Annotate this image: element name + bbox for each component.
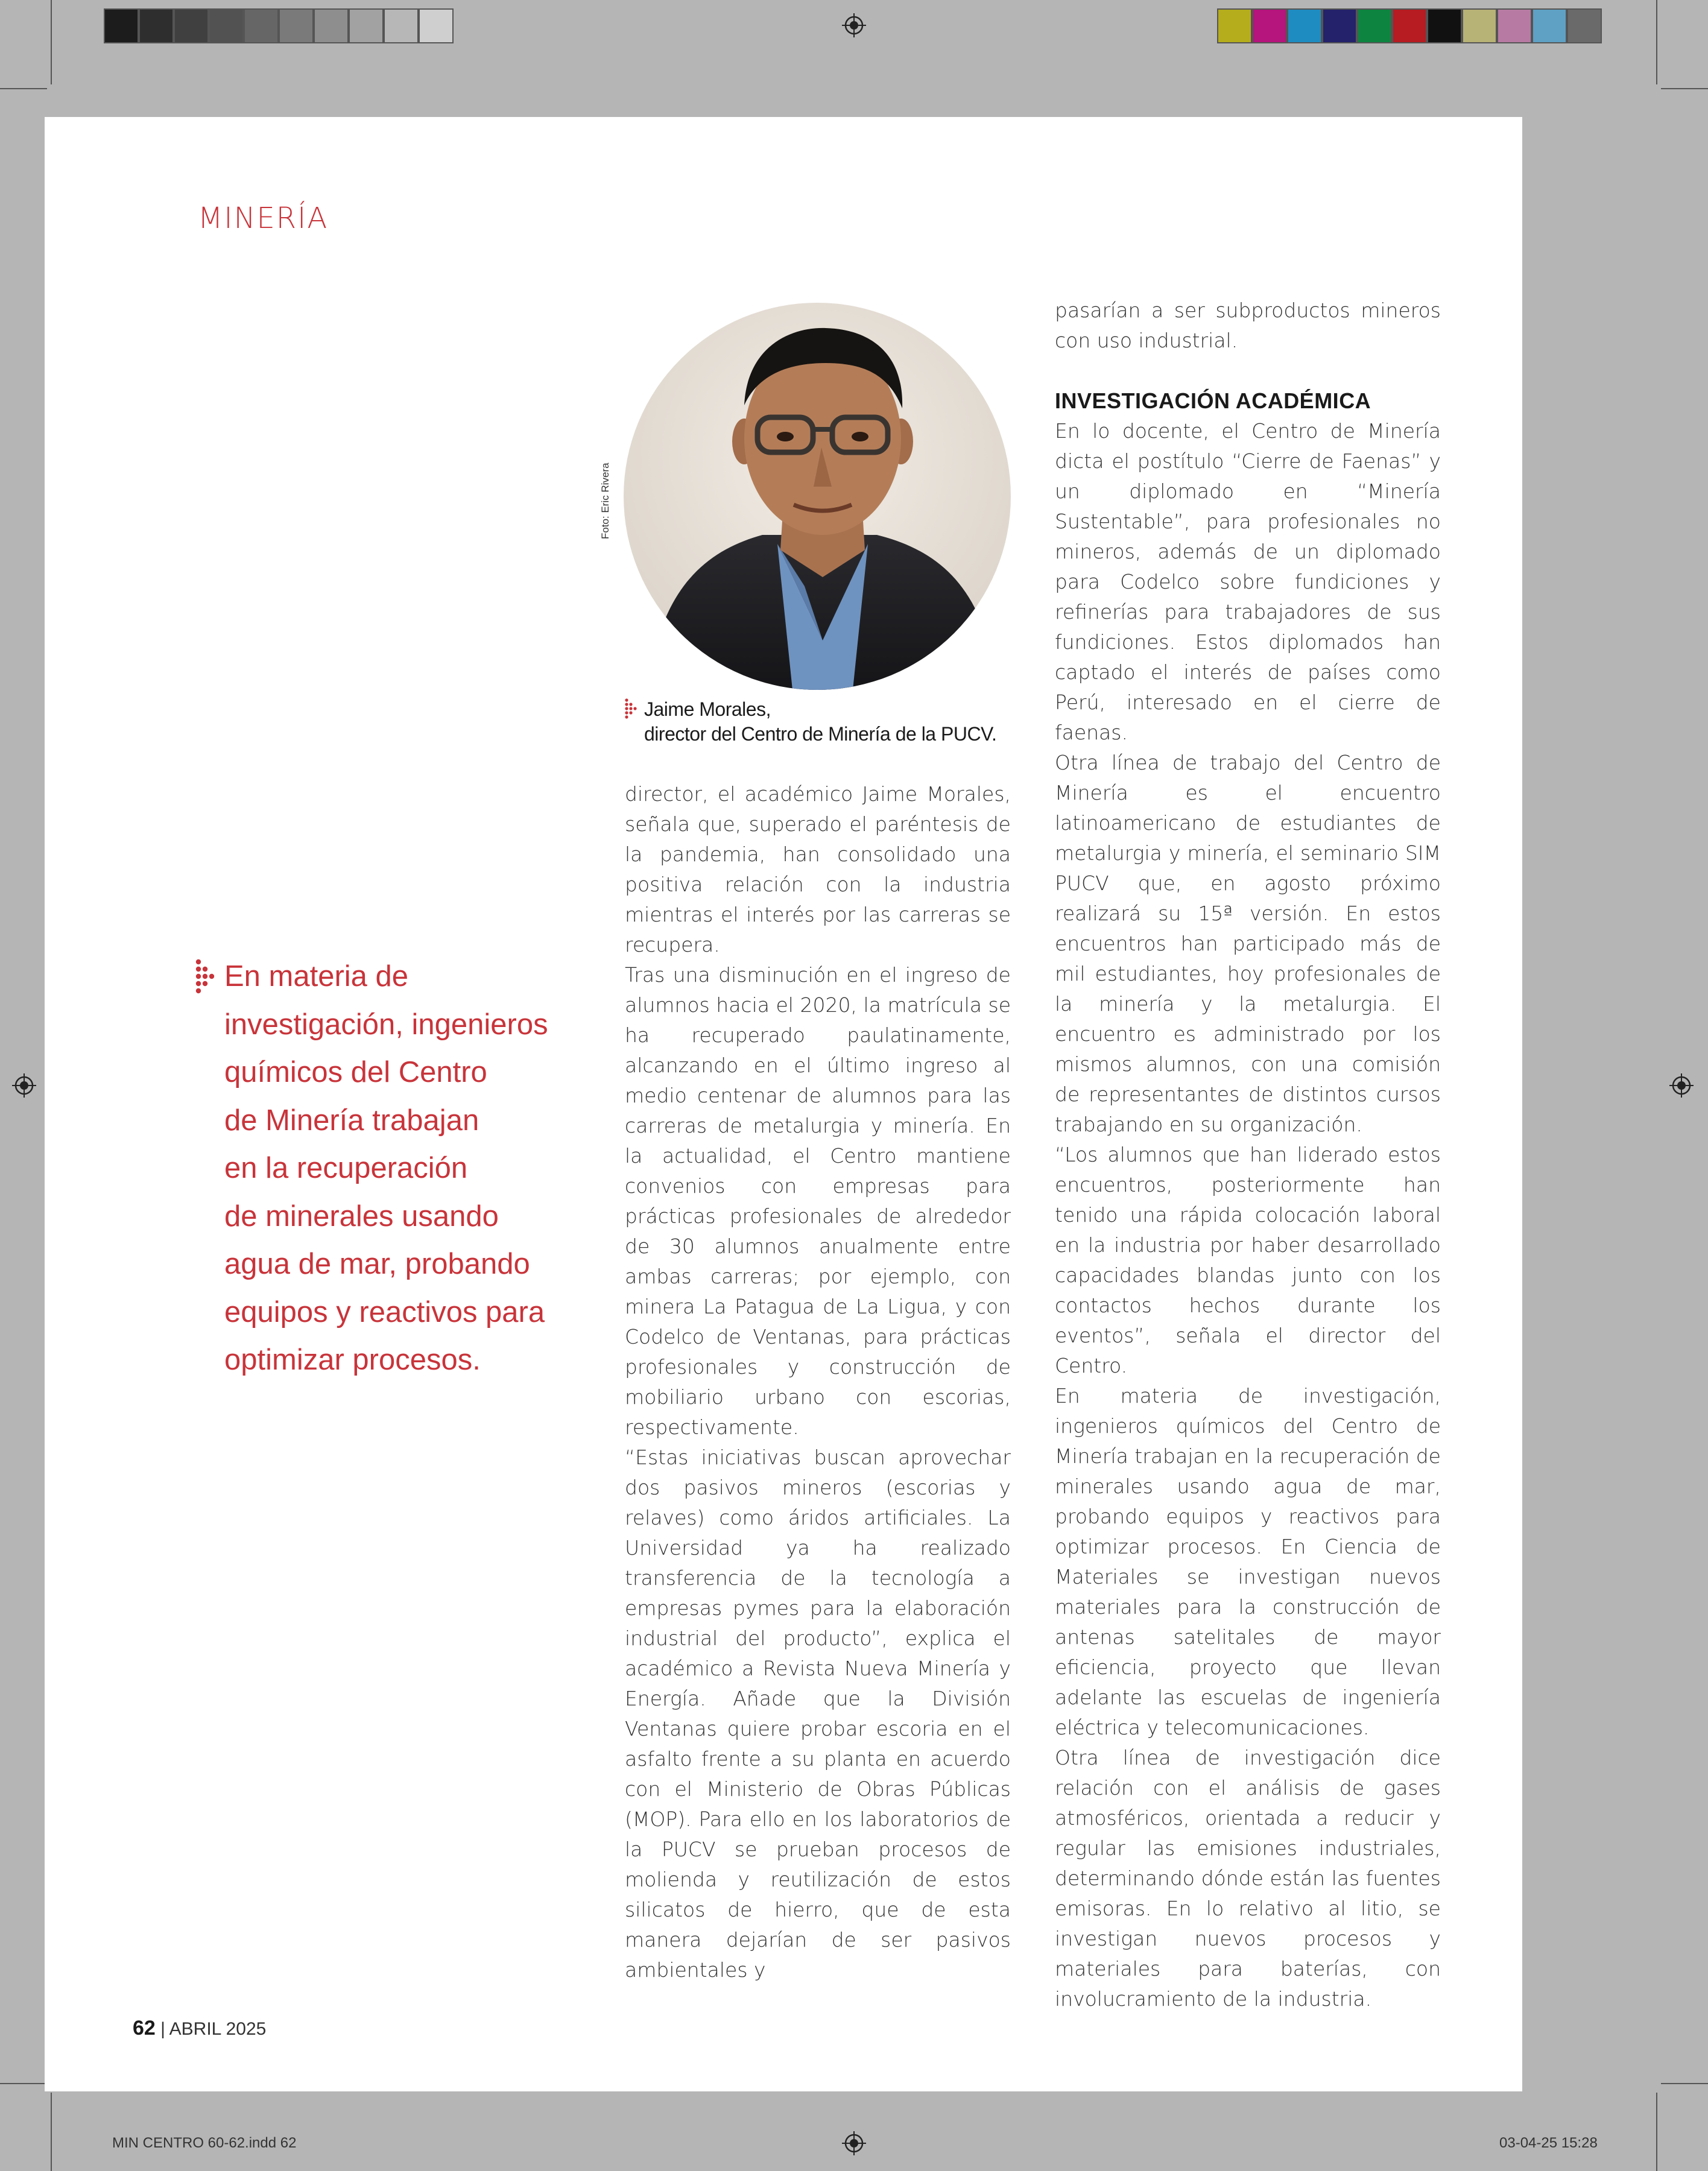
crop-mark (51, 2093, 52, 2171)
pull-quote-line: equipos y reactivos para (224, 1295, 545, 1329)
color-swatch (1427, 8, 1462, 43)
pull-quote-line: agua de mar, probando (224, 1248, 530, 1280)
caption-name: Jaime Morales, (644, 698, 771, 720)
crop-mark (0, 2083, 47, 2084)
slug-timestamp: 03-04-25 15:28 (1499, 2135, 1598, 2151)
color-swatch (1217, 8, 1252, 43)
color-swatch (209, 8, 244, 43)
crop-mark (1656, 0, 1657, 84)
page-number: 62 (133, 2017, 156, 2040)
body-paragraph: Otra línea de trabajo del Centro de Minería es el encuentro latinoamericano de estudiantes de metalurgia y minería, el seminario SIM PUCV que, en agosto próximo realizará su 15ª versión. En estos encuentros han participado más de mil estudiantes, hoy profesionales de la minería y la metalurgia. El encuentro es administrado por los mismos alumnos, con una comisión de representantes de distintos cursos trabajando en su organización. (1055, 751, 1441, 1136)
color-swatch (1287, 8, 1322, 43)
pull-quote-line: de minerales usando (224, 1199, 499, 1233)
color-swatch (1322, 8, 1357, 43)
portrait-photo (624, 303, 1011, 690)
body-paragraph: “Estas iniciativas buscan aprovechar dos pasivos mineros (escorias y relaves) como áridos artificiales. La Universidad ya ha realizado transferencia de la tecnología a empresas pymes para la elaboración industrial del producto”, explica el académico a Revista Nueva Minería y Energía. Añade que la División Ventanas quiere probar escoria en el asfalto frente a su planta en acuerdo con el Ministerio de Obras Públicas (MOP). Para ello en los laboratorios de la PUCV se prueban procesos de molienda y reutilización de estos silicatos de hierro, que de esta manera dejarían de ser pasivos ambientales y (625, 1446, 1011, 1982)
color-swatch (1567, 8, 1602, 43)
color-swatch (419, 8, 454, 43)
registration-mark-icon (842, 13, 866, 37)
body-paragraph: En materia de investigación, ingenieros químicos del Centro de Minería trabajan en la recuperación de minerales usando agua de mar, probando equipos y reactivos para optimizar procesos. En Ciencia de Materiales se investigan nuevos materiales para la construcción de antenas satelitales de mayor eficiencia, proyecto que llevan adelante las escuelas de ingeniería eléctrica y telecomunicaciones. (1055, 1384, 1441, 1739)
color-swatch (1462, 8, 1497, 43)
folio-separator: | (160, 2019, 169, 2039)
pull-quote-line: En materia de (224, 960, 409, 993)
color-swatch (349, 8, 384, 43)
caption-role: director del Centro de Minería de la PUCV. (644, 723, 997, 745)
color-swatch (174, 8, 209, 43)
color-swatch (1252, 8, 1287, 43)
page-folio (133, 2017, 266, 2040)
crop-mark (1656, 2093, 1657, 2171)
color-swatch (279, 8, 314, 43)
pull-quote-line: investigación, ingenieros (224, 1008, 548, 1041)
body-column-2 (625, 779, 1011, 1985)
pull-quote-line: optimizar procesos. (224, 1344, 481, 1376)
color-swatch (384, 8, 419, 43)
body-paragraph: Otra línea de investigación dice relación con el análisis de gases atmosféricos, orientada a reducir y regular las emisiones industriales, determinando dónde están las fuentes emisoras. En lo relativo al litio, se investigan nuevos procesos y materiales para baterías, con involucramiento de la industria. (1055, 1746, 1441, 2011)
pull-quote (224, 953, 598, 1385)
section-label: MINERÍA (198, 201, 329, 235)
color-swatch (1532, 8, 1567, 43)
crop-mark (0, 88, 47, 89)
body-paragraph: “Los alumnos que han liderado estos encuentros, posteriormente han tenido una rápida colocación laboral en la industria por haber desarrollado capacidades blandas junto con los contactos hechos durante los eventos”, señala el director del Centro. (1055, 1143, 1441, 1377)
color-swatch (1392, 8, 1427, 43)
pull-quote-line: químicos del Centro (224, 1056, 487, 1089)
body-paragraph: En lo docente, el Centro de Minería dicta el postítulo “Cierre de Faenas” y un diplomado en “Minería Sustentable”, para profesionales no mineros, además de un diplomado para Codelco sobre fundiciones y refinerías para trabajadores de sus fundiciones. Estos diplomados han captado el interés de países como Perú, interesado en el cierre de faenas. (1055, 419, 1441, 744)
body-paragraph: pasarían a ser subproductos mineros con uso industrial. (1055, 299, 1441, 352)
body-column-3 (1055, 295, 1441, 2014)
magazine-page (45, 117, 1522, 2091)
registration-mark-icon (842, 2131, 866, 2155)
slug-filename: MIN CENTRO 60-62.indd 62 (112, 2135, 297, 2151)
crop-mark (1661, 88, 1708, 89)
dot-triangle-icon (195, 958, 220, 994)
color-swatch (314, 8, 349, 43)
registration-mark-icon (12, 1073, 36, 1098)
color-swatch (1497, 8, 1532, 43)
color-swatch (244, 8, 279, 43)
body-paragraph: Tras una disminución en el ingreso de alumnos hacia el 2020, la matrícula se ha recuperado paulatinamente, alcanzando en el último ingreso al medio centenar de alumnos para las carreras de metalurgia y minería. En la actualidad, el Centro mantiene convenios con empresas para prácticas profesionales de alrededor de 30 alumnos anualmente entre ambas carreras; por ejemplo, con minera La Patagua de La Ligua, y con Codelco de Ventanas, para prácticas profesionales y construcción de mobiliario urbano con escorias, respectivamente. (625, 963, 1011, 1439)
pull-quote-line: en la recuperación (224, 1152, 468, 1184)
body-paragraph: director, el académico Jaime Morales, señala que, superado el paréntesis de la pandemia, han consolidado una positiva relación con la industria mientras el interés por las carreras se recupera. (625, 782, 1011, 956)
issue-date: ABRIL 2025 (169, 2019, 267, 2039)
pull-quote-line: de Minería trabajan (224, 1104, 479, 1137)
color-swatch (104, 8, 139, 43)
color-swatch (139, 8, 174, 43)
photo-credit: Foto: Eric Rivera (599, 463, 611, 539)
registration-mark-icon (1669, 1073, 1694, 1098)
crop-mark (51, 0, 52, 84)
photo-caption (644, 697, 1066, 747)
crop-mark (1661, 2083, 1708, 2084)
dot-triangle-icon (625, 698, 640, 719)
color-swatch (1357, 8, 1392, 43)
subheading: INVESTIGACIÓN ACADÉMICA (1055, 388, 1371, 413)
